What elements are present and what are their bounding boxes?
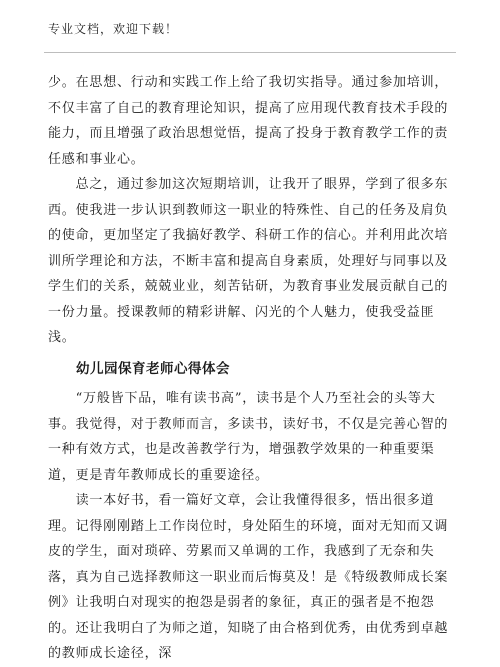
section-heading: 幼儿园保育老师心得体会 [76,360,230,377]
paragraph-good-book: 读一本好书，看一篇好文章，会让我懂得很多，悟出很多道理。记得刚刚踏上工作岗位时，身处陌生的环境，面对无知而又调皮的学生，面对琐碎、劳累而又单调的工作，我感到了无奈和失落，真为自己选择教师这一职业而后悔莫及！是《特级教师成长案例》让我明白对现实的抱怨是弱者的象征，真正的强者是不抱怨的。还让我明白了为师之道，知晓了由合格到优秀，由优秀到卓越的教师成长途径，深 [48,493,449,661]
page-header: 专业文档，欢迎下载！ [48,22,179,36]
paragraph-summary: 总之，通过参加这次短期培训，让我开了眼界，学到了很多东西。使我进一步认识到教师这一职业的特殊性、自己的任务及肩负的使命，更加坚定了我搞好教学、科研工作的信心。并利用此次培训所学理论和方法，不断丰富和提高自身素质，处理好与同事以及学生们的关系，兢兢业业，刻苦钻研，为教育事业发展贡献自己的一份力量。授课教师的精彩讲解、闪光的个人魅力，使我受益匪浅。 [48,177,449,345]
document-body [48,70,453,667]
paragraph-reading: “万般皆下品，唯有读书高”，读书是个人乃至社会的头等大事。我觉得，对于教师而言，多读书，读好书，不仅是完善心智的一种有效方式，也是改善教学行为，增强教学效果的一种重要渠道，更是青年教师成长的重要途径。 [48,391,449,483]
header-divider [44,52,456,53]
paragraph-continuation: 少。在思想、行动和实践工作上给了我切实指导。通过参加培训，不仅丰富了自己的教育理论知识，提高了应用现代教育技术手段的能力，而且增强了政治思想觉悟，提高了投身于教育教学工作的责任感和事业心。 [48,75,449,167]
